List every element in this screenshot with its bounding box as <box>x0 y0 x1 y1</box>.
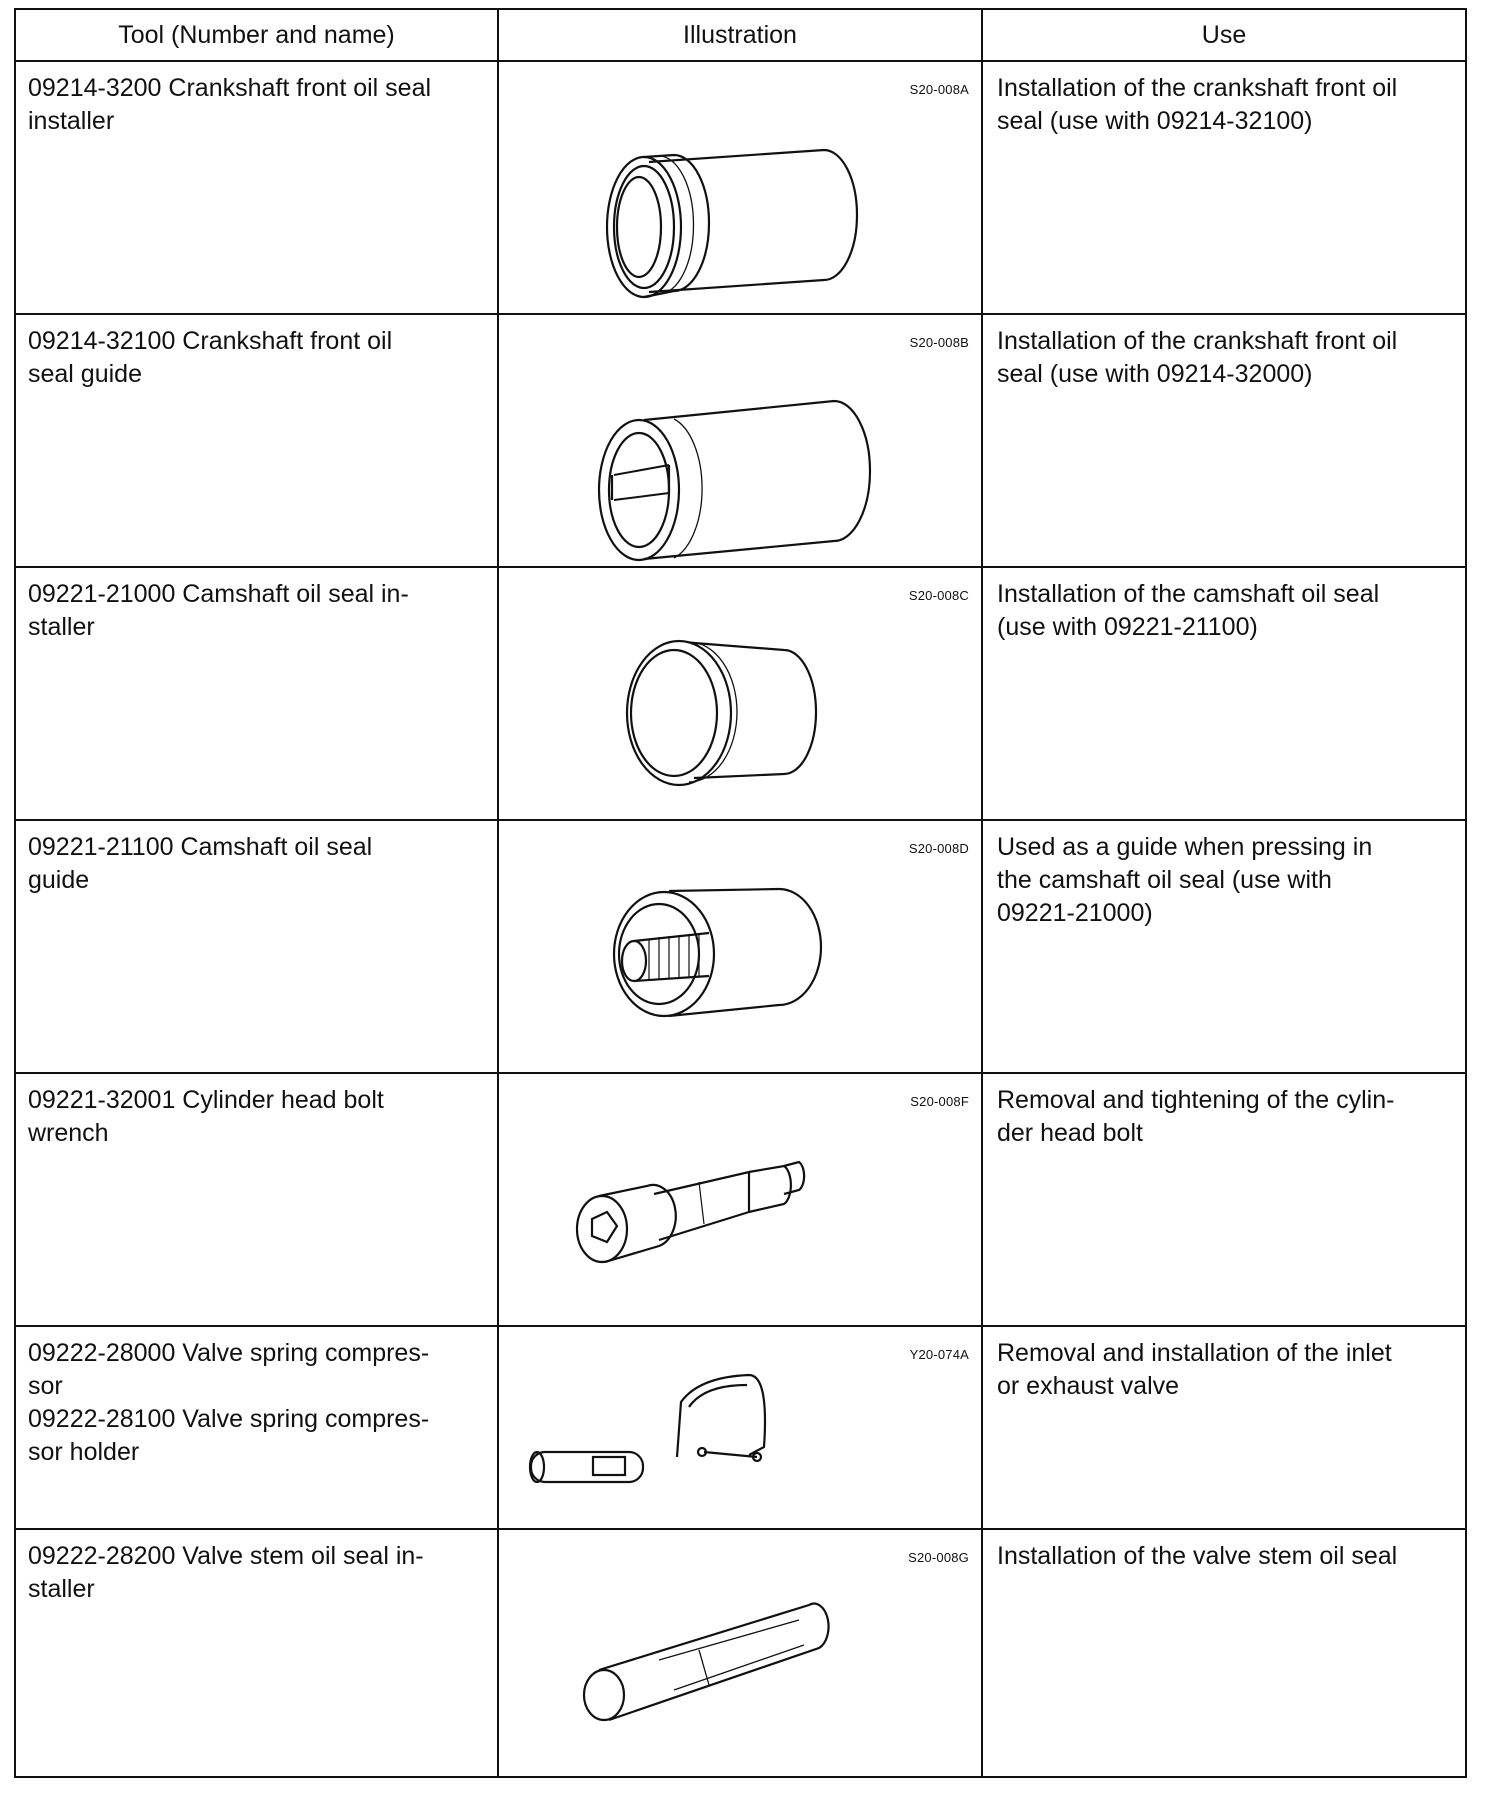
camshaft-seal-guide-icon <box>499 821 983 1074</box>
head-bolt-wrench-icon <box>499 1074 983 1327</box>
valve-spring-compressor-icon <box>499 1327 983 1530</box>
table-row <box>15 567 1466 820</box>
figure-code: S20-008G <box>908 1550 969 1565</box>
special-tools-table <box>14 8 1467 1778</box>
table-row <box>15 1326 1466 1529</box>
table-row <box>15 1529 1466 1777</box>
header-tool: Tool (Number and name) <box>15 9 498 61</box>
seal-installer-cylinder-icon <box>499 62 983 315</box>
use-cell: Removal and installation of the inlet or exhaust valve <box>982 1326 1466 1529</box>
figure-code: S20-008A <box>909 82 969 97</box>
illustration-cell <box>498 61 982 314</box>
use-cell: Installation of the valve stem oil seal <box>982 1529 1466 1777</box>
seal-guide-cylinder-icon <box>499 315 983 568</box>
tool-cell: 09221-32001 Cylinder head bolt wrench <box>15 1073 498 1326</box>
illustration-cell <box>498 820 982 1073</box>
use-cell: Removal and tightening of the cylin- der head bolt <box>982 1073 1466 1326</box>
figure-code: S20-008F <box>910 1094 969 1109</box>
use-cell: Used as a guide when pressing in the camshaft oil seal (use with 09221-21000) <box>982 820 1466 1073</box>
illustration-cell <box>498 567 982 820</box>
table-row <box>15 61 1466 314</box>
tool-cell: 09214-32100 Crankshaft front oil seal guide <box>15 314 498 567</box>
table-row <box>15 314 1466 567</box>
tool-cell: 09221-21000 Camshaft oil seal in- staller <box>15 567 498 820</box>
tool-cell: 09222-28000 Valve spring compres- sor 09222-28100 Valve spring compres- sor holder <box>15 1326 498 1529</box>
illustration-cell <box>498 1073 982 1326</box>
tool-cell: 09221-21100 Camshaft oil seal guide <box>15 820 498 1073</box>
tool-cell: 09214-3200 Crankshaft front oil seal installer <box>15 61 498 314</box>
use-cell: Installation of the crankshaft front oil seal (use with 09214-32100) <box>982 61 1466 314</box>
illustration-cell <box>498 1326 982 1529</box>
use-cell: Installation of the camshaft oil seal (use with 09221-21100) <box>982 567 1466 820</box>
table-row <box>15 820 1466 1073</box>
header-use: Use <box>982 9 1466 61</box>
figure-code: S20-008C <box>908 588 969 603</box>
illustration-cell <box>498 1529 982 1777</box>
table-header-row <box>15 9 1466 61</box>
figure-code: S20-008B <box>909 335 969 350</box>
illustration-cell <box>498 314 982 567</box>
figure-code: S20-008D <box>908 841 969 856</box>
header-illustration: Illustration <box>498 9 982 61</box>
camshaft-seal-installer-icon <box>499 568 983 821</box>
valve-stem-seal-installer-icon <box>499 1530 983 1778</box>
figure-code: Y20-074A <box>909 1347 969 1362</box>
special-tools-document <box>14 8 1465 1778</box>
table-row <box>15 1073 1466 1326</box>
use-cell: Installation of the crankshaft front oil seal (use with 09214-32000) <box>982 314 1466 567</box>
tool-cell: 09222-28200 Valve stem oil seal in- staller <box>15 1529 498 1777</box>
